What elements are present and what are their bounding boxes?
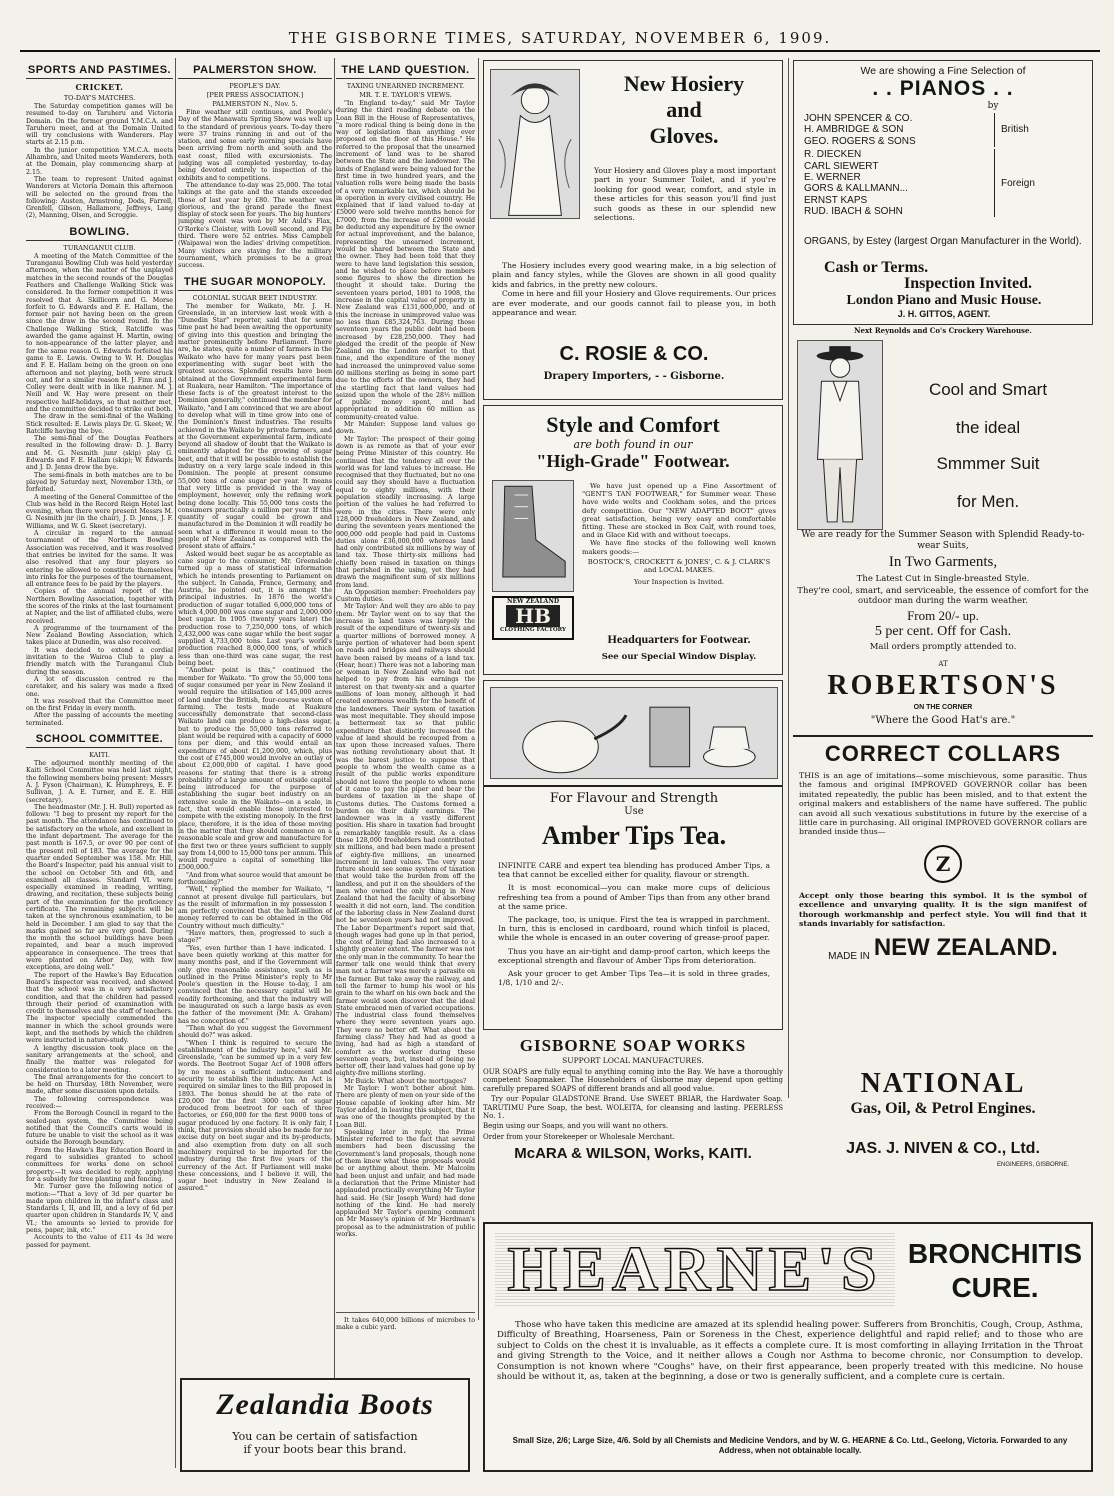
section-title-land: THE LAND QUESTION. [336, 62, 475, 79]
paragraph: A meeting of the Match Committee of the Turanganui Bowling Club was held yesterday afternoon, when the matter of the unplayed matches in the second rounds of the Douglas Feathers and Challenge Walking Stick was considered. In the former competition it was resolved that A. Skillicorn and G. Morse forfeit to G. Edwards and F. E. Hallam, the former pair not having been on the green since the draw in the second round. In the Challenge Walking Stick, Ratcliffe was awarded the game against H. Martin, owing to non-appearance of the latter player, and for the same reason G. Edwards forfeited his game to E. Lewis. Owing to W. H. Douglas and F. E. Hallam being on the green on one afternoon and not playing, both were struck out, and for a similar reason H. J. Finn and J. Colley were dealt with in like manner. M. J. Neill and W. Hay were present on their respective half-holidays, so that neither met, and the committee decided to strike out both. [26, 252, 173, 413]
collars-paragraph: Accept only those bearing this symbol. It is the symbol of excellence and unvarying quality. It is the sign manifest of thorough workmanship and perfect style. You will find that it stands invariably for satisfaction. [799, 890, 1087, 929]
footwear-sub: are both found in our [573, 438, 693, 451]
national-firm: JAS. J. NIVEN & CO., Ltd. [846, 1140, 1040, 1157]
section-title-sugar: THE SUGAR MONOPOLY. [178, 274, 332, 291]
collars-nz: NEW ZEALAND. [873, 934, 1058, 962]
teaware-illustration [490, 687, 778, 779]
pianos-title: . . PIANOS . . [872, 77, 1014, 100]
subhead-sugar-beet: COLONIAL SUGAR BEET INDUSTRY. [192, 293, 318, 302]
hearnes-word: BRONCHITIS [907, 1238, 1083, 1269]
ad-summer-suit [793, 340, 1093, 640]
brand-item: RUD. IBACH & SOHN [804, 206, 903, 218]
robertsons-hats: "Where the Good Hat's are." [870, 715, 1016, 726]
hearnes-word: CURE. [951, 1272, 1039, 1303]
paragraph: "And from what source would that amount be forthcoming?" [178, 871, 332, 886]
pianos-by: by [987, 101, 999, 111]
paragraph: A circular in regard to the annual tournament of the Northern Bowling Association was received, and it was resolved that entries be invited for the same. It was also resolved that any four players so entering be allowed to constitute themselves into rinks for the purposes of the tournament, all entrance fees to be paid by the players. [26, 530, 173, 589]
summer-at: AT [938, 660, 948, 668]
hosiery-firm-sub: Drapery Importers, - - Gisborne. [543, 371, 725, 382]
collars-badge: Z [924, 845, 962, 883]
zealandia-line: if your boots bear this brand. [243, 1443, 407, 1456]
paragraph: Mr Taylor: The prospect of their going down is as remote as that of your ever being Prime Minister of this country. He continued that the tendency all over the world was for land values to increase. He recognised that they fluctuated, but no one could say they should have a fluctuation equal to eighty millions, with their population steadily increasing. A large portion of the values he had referred to were in the cities. There were only 128,000 freeholders in New Zealand, and during the seventeen years mentioned the 900,000 odd people had paid in Customs duties alone £36,000,000 whereas land had only contributed six millions by way of land tax. Those thirty-six millions had chiefly been raised in taxation on things that perished in the using, yet they had drawn the magnificent sum of six millions from land. [336, 435, 475, 589]
paragraph: "When I think is required to secure the establishment of the industry here," said Mr. Greenslade, "can be summed up in a very few words. The Beetroot Sugar Act of 1908 offers by no means a sufficient inducement and security to establish the industry. An Act is required on similar lines to the Bill proposed in 1893. The bonus should be at the rate of £20,000 for the first 3000 ton of sugar produced from beetroot for each of three factories, or £60,000 for the first 9000 tons of sugar produced by one factory. It is only fair, I think, that provision should also be made for no excise duty on beet sugar and its by-products, and also exemption from duty on all such machinery required to be imported for the industry during the first five years of the currency of the Act. If Parliament will make these concessions, and I believe it will, the sugar beet industry in New Zealand is assured." [178, 1039, 332, 1193]
column-rule [175, 58, 176, 1468]
lady-illustration [490, 69, 580, 219]
paragraph: Mr Mander: Suppose land values go down. [336, 421, 475, 436]
paragraph: The team to represent United against Wanderers at Victoria Domain this afternoon will be selected on the ground from the following: Austen, Armstrong, Dods, Farrell, Grenfell, Gibson, Hallamore, Jeffreys, Lang (2), Manning, Olsen, and Scroggie. [26, 175, 173, 220]
paragraph: The adjourned monthly meeting of the Kaiti School Committee was held last night, the following members being present: Messrs A. J. Fyson (Chairman), K. Humphreys, E. F. Sullivan, J. A. E. Turner, and E. E. Hill (secretary). [26, 760, 173, 804]
hb-logo-top: NEW ZEALAND [506, 598, 560, 605]
subhead-kaiti: KAITI. [89, 751, 110, 760]
paragraph: It takes 640,000 billions of microbes to make a cubic yard. [336, 1317, 475, 1332]
hb-logo-mid: HB [506, 605, 560, 627]
column-palmerston-sugar [178, 58, 332, 1458]
summer-line: for Men. [956, 492, 1020, 511]
summer-line: the ideal [955, 418, 1021, 437]
pianos-intro: We are showing a Fine Selection of [860, 65, 1026, 77]
subhead-todays-matches: TO-DAY'S MATCHES. [63, 94, 136, 102]
amber-paragraph: It is most economical—you can make more cups of delicious refreshing tea from a pound of Amber Tips than from any other brand at the same price. [498, 883, 770, 911]
paragraph: A programme of the tournament of the New Zealand Bowling Association, which takes place at Dunedin, was also received. [26, 624, 173, 647]
soap-sub: SUPPORT LOCAL MANUFACTURES. [562, 1056, 704, 1065]
hearnes-name: HEARNE'S [495, 1232, 895, 1306]
masthead: THE GISBORNE TIMES, SATURDAY, NOVEMBER 6, 1909. [20, 26, 1100, 52]
summer-cash: 5 per cent. Off for Cash. [874, 624, 1012, 639]
robertsons-corner: ON THE CORNER [913, 704, 973, 711]
dateline: PALMERSTON N., Nov. 5. [212, 100, 298, 108]
footwear-window: See our Special Window Display. [601, 652, 757, 662]
robertsons-firm: ROBERTSON'S [827, 670, 1059, 701]
section-title-bowling: BOWLING. [26, 224, 173, 241]
paragraph: Speaking later in reply, the Prime Minister referred to the fact that several members had been discussing the Government's land proposals, though none of them knew what those proposals would be or anything about them. Mr Malcolm had been unjust and unfair, and had made a declaration that the Prime Minister had applauded practically everything Mr Taylor had said. He (Sir Joseph Ward) had done nothing of the kind. He had merely applauded Mr Taylor's opening comment on Mr Massey's opinion of Mr Herdman's proposal as to the administration of public works. [336, 1128, 475, 1239]
paragraph: It was resolved that the Committee meet on the first Friday in every month. [26, 697, 173, 713]
boot-illustration [492, 480, 574, 592]
soap-firm: McARA & WILSON, Works, KAITI. [514, 1145, 752, 1163]
paragraph: The Saturday competition games will be resumed to-day on Taruheru and Victoria Domain. On the former ground Y.M.C.A. and Taruheru meet, and at the Domain United will try conclusions with Wanderers. Play starts at 2.15 p.m. [26, 103, 173, 147]
summer-paragraph: We are ready for the Summer Season with Splendid Ready-to-wear Suits, [801, 530, 1085, 551]
paragraph: "Another point is this," continued the member for Waikato. "To grow the 55,000 tons of sugar consumed per year in New Zealand it would require the utilisation of 145,000 acres of land under the British, four-course system of farming. The tests made at Ruakura successfully demonstrate that second-class Waikato land can produce a high-class sugar, but to produce the 55,000 tons referred to plant would be required with a capacity of 6000 tons per diem, and this would entail an expenditure of about £1,200,000, which, plus the cost of £745,000 would involve an outlay of about £2,000,000 of capital. I have good reasons for stating that there is a strong probability of a large amount of outside capital being introduced for the purpose of establishing the sugar beet industry on an extensive scale in the Waikato—on a scale, in fact, that would enable those interested to compete with the existing monopoly. In the first place, therefore, it is the idea of those moving in the matter that they should commence on a reasonable scale and grow and manufacture for the first two or three years sufficient to supply say from 14,000 to 15,000 tons per annum. This would require a capital of something like £500,000." [178, 667, 332, 872]
subhead-turanganui-club: TURANGANUI CLUB. [63, 243, 136, 252]
british-label: British [994, 113, 1029, 147]
amber-paragraph: The package, too, is unique. First the tea is wrapped in parchment. In turn, this is enclosed in cardboard, round which tinfoil is placed, while the whole is encased in an outer covering of grease-proof paper. [498, 915, 770, 943]
subhead-taylor: MR. T. E. TAYLOR'S VIEWS. [359, 91, 452, 99]
hosiery-paragraph: The Hosiery includes every good wearing make, in a big selection of plain and fancy styles, while the Gloves are shown in all good quality kids and fabrics, in the pretty new colours. [492, 261, 776, 289]
brand-item: GEO. ROGERS & SONS [804, 135, 916, 147]
ad-gisborne-soap-works [483, 1036, 783, 1216]
paragraph: From the Borough Council in regard to the sealed-pan system, the Committee being notified that the Council's carts would in future be unable to visit the school as it was outside the Borough boundary. [26, 1110, 173, 1147]
paragraph: The draw in the semi-final of the Walking Stick resulted: E. Lewis plays Dr. G. Skeet; W. Ratcliffe having the bye. [26, 413, 173, 435]
pianos-next: Next Reynolds and Co's Crockery Warehouse. [854, 326, 1032, 335]
collars-title: CORRECT COLLARS [824, 741, 1062, 766]
press-association-line: [PER PRESS ASSOCIATION.] [206, 91, 304, 99]
filler-microbes [336, 1312, 475, 1352]
amber-paragraph: Thus you have an air-tight and damp-proof carton, which keeps the exceptional strength and flavour of Amber Tips from deterioration. [498, 946, 770, 965]
summer-paragraph: They're cool, smart, and serviceable, the essence of comfort for the outdoor man during the warm weather. [797, 586, 1089, 606]
pianos-organs: ORGANS, by Estey (largest Organ Manufacturer in the World). [804, 236, 1082, 247]
column-land-question [336, 58, 475, 1308]
paragraph: The semi-final of the Douglas Feathers resulted in the following draw: D. J. Barry and M. G. Nesmith junr (skip) play G. Edwards and F. E. Hallam (skip); W. Edwards and J. D. Jenns drew the bye. [26, 435, 173, 472]
national-eng: ENGINEERS, GISBORNE. [996, 1162, 1069, 1168]
paragraph: The attendance to-day was 25,000. The total takings at the gate and the stands exceeded those of last year by £80. The weather was glorious, and the grand parade the finest display of stock seen for years. The big hunters' jumping event was won by Mr Auld's Flax, O'Rorke's Cloister, with Lovell second, and Fiji third. There were 52 entries. Miss Campbell (Waipawa) won the ladies' driving competition. Many visitors are staying for the military tournament, which promises to be a great success. [178, 181, 332, 270]
hosiery-firm: C. ROSIE & CO. [559, 343, 709, 365]
paragraph: After the passing of accounts the meeting terminated. [26, 712, 173, 727]
soap-title: GISBORNE SOAP WORKS [519, 1036, 747, 1055]
footwear-hq: Headquarters for Footwear. [607, 632, 751, 646]
paragraph: Mr Taylor: And well they are able to pay them. Mr Taylor went on to say that the increase in land taxes was largely the result of the expenditure of twenty-six and a quarter millions of borrowed money. A large portion of whatever had been spent on roads and bridges and railways should have been raised by means of a land tax. (Hear, hear.) There was not a laboring man or woman in New Zealand who had not helped to pay from his earnings the interest on that twenty-six and a quarter millions of loan money, although it had created enormous wealth for the benefit of the landowners. Their system of taxation was most inequitable. They should impose a betterment tax so that public expenditure that distinctly increased the value of land should be recouped from a tax upon those increased values. There was nothing revolutionary about that. It was the barest justice to suppose that people to whom the wealth came as a result of the public works expenditure should not leave the people to whom none of it came to pay the piper and bear the burdens of taxation in the shape of Customs duties. The Customs formed a burden on their daily earnings. The landowner was in a vastly different position. His share in taxation had brought a remarkably tangible result. As a class those 128,000 freeholders had contributed six millions, and had been made a present of eighty-five millions, an unearned increment in land values. The very near future should see some system of taxation that would take the burden from off the landless, and put it on the shoulders of the men who owned the only thing in New Zealand that had the faculty of absorbing wealth it did not earn, land. The condition of the laboring class in New Zealand durst not be seventeen years had not improved. The Labor Department's report said that, though wages had gone up in that period, the cost of living had also increased to a slightly greater extent. The farmer was not the only man in the community. To hear the farmer talk one would think that every man not a farmer was merely a parasite on the farmer. But take away the railway, and tell the farmer to hump his wool or his grain to the wharf on his own back and the farmer would soon discover that the ideal State embraced men of varied occupations. The industrial class found themselves where they were seventeen years ago. They were no better off. What about the farming class? They had had as good a living, had had as high a standard of comfort as the worker during these seventeen years, but, instead of being no better off, their land values had gone up by eighty-five millions sterling. [336, 603, 475, 1078]
soap-paragraph: Order from your Storekeeper or Wholesale Merchant. [483, 1132, 675, 1141]
pianos-agent: J. H. GITTOS, AGENT. [897, 309, 991, 319]
summer-two-garments: In Two Garments, [888, 554, 998, 570]
paragraph: A lot of discussion centred re the caretaker, and his salary was made a fixed one. [26, 675, 173, 698]
amber-use: Use [624, 806, 644, 817]
paragraph: A meeting of the General Committee of the Club was held in the Record Reign Hotel last evening, when there were present Messrs M. G. Nesmith jnr (in the chair), J. D. Jenns, J. F. Williams, and W. G. Skeet (secretary). [26, 493, 173, 530]
paragraph: "Have matters, then, progressed to such a stage?" [178, 930, 332, 945]
paragraph: The following correspondence was received:— [26, 1095, 173, 1110]
amber-paragraph: Ask your grocer to get Amber Tips Tea—it is sold in three grades, 1/8, 1/10 and 2/-. [498, 969, 770, 988]
footwear-makers: BOSTOCK'S, CROCKETT & JONES', C. & J. CLARK'S and LOCAL MAKES. [587, 557, 771, 575]
ad-correct-collars [793, 735, 1093, 1010]
subhead-unearned-increment: TAXING UNEARNED INCREMENT. [346, 82, 465, 90]
amber-title: Amber Tips Tea. [541, 821, 727, 850]
collars-made: MADE IN [828, 951, 870, 963]
paragraph: Accounts to the value of £11 4s 3d were passed for payment. [26, 1234, 173, 1249]
section-title-sports: SPORTS AND PASTIMES. [26, 62, 173, 79]
hosiery-title: and [666, 97, 702, 122]
amber-top: For Flavour and Strength [484, 785, 783, 806]
paragraph: A lengthy discussion took place on the sanitary arrangements at the school, and finally the matter was relegated for consideration to a later meeting. [26, 1044, 173, 1074]
ad-national-engines [793, 1040, 1093, 1190]
paragraph: Mr Taylor: I won't bother about him. There are plenty of men on your side of the House capable of looking after him. Mr Taylor added, in leaving this subject, that it was one of the thoughts prompted by the Loan Bill. [336, 1085, 475, 1129]
pianos-house: London Piano and Music House. [846, 293, 1042, 308]
soap-paragraph: OUR SOAPS are fully equal to anything coming into the Bay. We have a thoroughly competent Soapmaker. The Householders of Gisborne may depend upon getting carefully prepared SOAPS of different brands and all good value. [483, 1068, 783, 1093]
soap-paragraph: Try our Popular GLADSTONE Brand. Use SWEET BRIAR, the Hardwater Soap. TARUTIMU Pure Soap, the best. WOLEITA, for cleansing and lasting. PEERLESS No. 1. [483, 1095, 783, 1121]
paragraph: Asked would beet sugar be as acceptable as cane sugar to the consumer, Mr. Greenslade turned up a mass of statistical information which he intends presenting to Parliament on the subject. In Canada, France, Germany, and Austria, he pointed out, it is amongst the principal industries. In 1876 the world's production of sugar totalled 6,000,000 tons of which 4,000,000 was cane sugar and 2,000,000 beet sugar. In 1905 (twenty years later) the production rose to 7,250,000 tons, of which 2,432,000 was cane sugar while the beet sugar supplied 4,733,000 tons. Last year's world's production reached 8,000,000 tons, of which less than one-third was cane sugar, the rest being beet. [178, 550, 332, 668]
column-rule [788, 58, 789, 1098]
paragraph: It was decided to extend a cordial invitation to the Wairoa Club to play a friendly match with the Turanganui Club during the season. [26, 646, 173, 676]
ad-hosiery-gloves [483, 60, 783, 400]
zealandia-title: Zealandia Boots [216, 1388, 434, 1421]
foreign-label: Foreign [994, 149, 1035, 217]
paragraph: The report of the Hawke's Bay Education Board's inspector was received, and showed that the school was in a very satisfactory condition, and that the children had passed through their period of examination with credit to themselves and the staff of teachers. The inspector specially commended the manner in which the school grounds were kept, and the methods by which the children were instructed in nature-study. [26, 971, 173, 1045]
national-sub: Gas, Oil, & Petrol Engines. [850, 1100, 1036, 1117]
column-rule [334, 58, 335, 1468]
paragraph: "Then what do you suggest the Government should do?" was asked. [178, 1024, 332, 1040]
paragraph: Mr Buick: What about the mortgages? [344, 1077, 467, 1085]
paragraph: From the Hawke's Bay Education Board in regard to subsidies granted to school committees for works done on school property.—It was decided to reply, applying for a subsidy for tree planting and fencing. [26, 1146, 173, 1183]
section-title-school: SCHOOL COMMITTEE. [26, 731, 173, 748]
pianos-cash: Cash or Terms. [824, 259, 929, 276]
hosiery-paragraph: Come in here and fill your Hosiery and Glove requirements. Our prices are ever moderate, and our goods cannot fail to please you, in both appearance and wear. [492, 289, 776, 318]
footwear-paragraph: We have fine stocks of the following well known makers goods:— [582, 539, 776, 556]
column-rule [478, 58, 479, 1320]
brand-item: JOHN SPENCER & CO. [804, 113, 913, 124]
column-sports [26, 58, 173, 1468]
footwear-title2: "High-Grade" Footwear. [536, 451, 730, 471]
brand-item: R. DIECKEN [804, 149, 862, 161]
paragraph: The member for Waikato, Mr. J. H. Greenslade, in an interview last week with a "Dunedin Star" reporter, said that for some time past he had been awaiting the opportunity of giving into this question and bringing the matter prominently before Parliament. There are, he states, quite a number of farmers in the Waikato who have for many years past been experimenting with sugar beet with the greatest success. Splendid results have been obtained at the Government experimental farm at Ruakura, near Hamilton. "The importance of these facts is of the greatest interest to the Dominion generally," continued the member for Waikato, "and I am convinced that we are about to develop what will in time grow into one of the Dominion's finest industries. The results achieved in the Waikato by private farmers, and at the Government experimental farm, indicate beyond all shadow of doubt that the Waikato is eminently adapted for the growing of sugar beet, and that it will be possible to establish the industry on a very large scale indeed in this Dominion. The people at present consume 55,000 tons of cane sugar per year. It means that very little is provided in the way of employment, however, only the refining work being done locally. This 55,000 tons costs the consumers practically a million per year. If this quantity of sugar could be grown and manufactured in the Dominion it will readily be seen what a difference it would mean to the people of New Zealand as compared with the present state of affairs." [178, 302, 332, 551]
ad-pianos [793, 60, 1093, 325]
footwear-title: Style and Comfort [546, 412, 720, 437]
paragraph: In the junior competition Y.M.C.A. meets Alhambra, and United meets Wanderers, both at the Domain, play commencing sharp at 2.15. [26, 146, 173, 176]
hb-logo [492, 596, 574, 640]
paragraph: "Well," replied the member for Waikato, "I cannot at present divulge full particulars, but as the result of information in my possession I am perfectly convinced that the half-million of money referred to can be obtained in the Old Country without much difficulty." [178, 886, 332, 930]
summer-line: Smmmer Suit [936, 454, 1040, 473]
ad-hearnes-bronchitis-cure [483, 1222, 1093, 1472]
paragraph: Copies of the annual report of the Northern Bowling Association, together with the scores of the rinks at the last tournament at Napier, and the list of affiliated clubs, were received. [26, 588, 173, 625]
soap-paragraph: Begin using our Soaps, and you will want no others. [483, 1122, 669, 1131]
footwear-paragraph: We have just opened up a Fine Assortment of "GENT'S TAN FOOTWEAR," for Summer wear. These have wide welts and Cookham soles, and the prices defy competition. Our "NEW ADAPTED BOOT" gives great satisfaction, being very easy and comfortable fitting. These are stocked in Box Calf, with round toes, and in Glace Kid with and without toecaps. [582, 482, 776, 540]
collars-paragraph: THIS is an age of imitations—some mischievous, some parasitic. Thus the famous and original IMPROVED GOVERNOR collar has been imitated repeatedly, the public has been misled, and to that extent the original makers and establishers of the name have suffered. The public can avoid all such vexatious substitutions in future by the exercise of a little care in purchasing. All original IMPROVED GOVERNOR collars are branded inside thus— [799, 771, 1087, 837]
hosiery-title: Gloves. [649, 123, 719, 148]
paragraph: Fine weather still continues, and People's Day of the Manawatu Spring Show was well up to the standard of previous years. To-day there were 37 trains running in and out of the station, and some early morning specials have been arriving from north and south and the east coast, filled with excursionists. The judging was all completed yesterday, to-day being devoted entirely to inspection of the exhibits and to competitions. [178, 109, 332, 182]
hosiery-title: New Hosiery [623, 71, 745, 96]
paragraph: The final arrangements for the concert to be held on Thursday, 18th November, were made, after some discussion upon details. [26, 1073, 173, 1096]
brand-item: ERNST KAPS [804, 194, 868, 206]
subhead-peoples-day: PEOPLE'S DAY. [229, 82, 281, 90]
hearnes-prices: Small Size, 2/6; Large Size, 4/6. Sold by all Chemists and Medicine Vendors, and by W. G. HEARNE & Co. Ltd., Geelong, Victoria. Forwarded to any Address, when not obtainable locally. [512, 1436, 1068, 1455]
section-title-palmerston: PALMERSTON SHOW. [178, 62, 332, 79]
man-in-suit-illustration [797, 340, 883, 530]
ad-amber-tips-tea [483, 680, 783, 1030]
paragraph: "Yes, even further than I have indicated. I have been quietly working at this matter for many months past, and if the Government will only give reasonable assistance, such as is outlined in the Prime Minister's reply to Mr Poole's question in the House to-day, I am convinced that the necessary capital will be readily forthcoming, and that the industry will be inaugurated on such a large basis as even the father of the movement (Mr. A. Graham) has no conception of." [178, 944, 332, 1025]
summer-paragraph: The Latest Cut in Single-breasted Style. [856, 574, 1030, 584]
ad-footwear [483, 405, 783, 675]
subhead-cricket: CRICKET. [75, 82, 124, 92]
brand-item: H. AMBRIDGE & SON [804, 124, 904, 136]
paragraph: Mr. Turner gave the following notice of motion:—"That a levy of 3d per quarter be made upon children in the infant's class and Standards I, II, and III, and a levy of 6d per quarter upon children in Standards IV, V, and VI.; the amounts so levied to provide for pens, paper, ink, etc." [26, 1183, 173, 1235]
summer-line: Cool and Smart [928, 380, 1048, 399]
brand-item: CARL SIEWERT [804, 160, 879, 172]
hosiery-paragraph: Your Hosiery and Gloves play a most important part in your Summer Toilet, and if you're looking for good wear, comfort, and style in these articles for this season you'll find just such goods as these in our splendid new selections. [594, 166, 776, 223]
paragraph: The semi-finals in both matches are to be played by Saturday next, November 13th, or forfeited. [26, 471, 173, 494]
paragraph: "In England to-day," said Mr Taylor during the third reading debate on the Loan Bill in the House of Representatives, "a more radical thing is being done in the way of legislation than anything ever proposed on the floor of this House." He referred to the proposal that the unearned increment of land was to be shared between the State and the landowner. The lands of England were being valued for the first time in two hundred years, and the valuation rolls were being made the basis of a very remarkable tax, which should be in operation in every civilised country. He explained that if land valued to-day at £5000 were sold twelve months hence for £7000, from the increase of £2000 would be deducted any expenditure by the owner for actual improvement, and the balance, representing the unearned increment, would be shared between the State and the owner. They had been told that they were to have land legislation this session, and he wished to place before members some figures to show the direction he thought it should take. During the seventeen years period, 1891 to 1908, the increase in the capital value of property in New Zealand was £131,600,000, and of this the increase in unimproved value was no less than £85,324,763. During those seventeen years the public debt had been increased by £28,250,000. They had pledged the credit of the people of New Zealand on the London market to that tune, and the expenditure of the money had increased the unimproved value some 60 millions sterling as being in some part due to the efforts of the owners, they had the startling fact that land values had seized upon the whole of the 28½ million of public money spent, and had appropriated in addition 60 million as community-created value. [336, 100, 475, 421]
national-title: NATIONAL [860, 1068, 1026, 1099]
amber-paragraph: INFINITE CARE and expert tea blending has produced Amber Tips, a tea that cannot be excelled either for quality, flavour or strength. [498, 861, 770, 880]
ad-zealandia-boots [180, 1378, 470, 1472]
brand-item: E. WERNER [804, 172, 861, 184]
pianos-inspect: Inspection Invited. [904, 275, 1033, 292]
summer-mail: Mail orders promptly attended to. [869, 642, 1017, 652]
paragraph: The headmaster (Mr. J. H. Bull) reported as follows: "I beg to present my report for the past month. The attendance has continued to be satisfactory on the whole, and excellent in the infant department. The average for the past month is 167.5, or over 90 per cent of the present roll of 183. The average for the quarter ended September was 158. Mr. Hill, the Board's Inspector, paid his annual visit to the school on October 5th and 6th, and examined all classes. Standard VI. were especially examined in reading, writing, drawing, and recitation, these subjects being part of the examination for the proficiency certificate. The remaining subjects will be taken at the synchronous examination, to be held in December. I am glad to say that the marks gained so far are very good. During the month the school buildings have been repainted, and bear a much improved appearance in consequence. The trees that were planted on Arbor Day, with few exceptions, are doing well." [26, 803, 173, 972]
brand-item: GORS & KALLMANN... [804, 183, 908, 195]
footwear-invite: Your Inspection is Invited. [633, 578, 725, 587]
hb-logo-bot: CLOTHING FACTORY [500, 627, 566, 633]
paragraph: An Opposition member: Freeholders pay Custom duties. [336, 588, 475, 604]
hearnes-paragraph: Those who have taken this medicine are amazed at its splendid healing power. Sufferers from Bronchitis, Cough, Croup, Asthma, Difficulty of Breathing, Hoarseness, Pain or Soreness in the Chest, experience delightful and rapid relief; and to those who are subject to Colds on the chest it is invaluable, as it effects a complete cure. It is most comforting in allaying Irritation in the Throat and giving Strength to the Voice, and it neither allows a Cough nor Asthma to become chronic, nor Consumption to develop. Consumption is not known where "Coughs" have, on their first appearance, been properly treated with this medicine. No house should be without it, as, taken at the beginning, a dose or two is generally sufficient, and a complete cure is certain. [497, 1320, 1083, 1383]
zealandia-line: You can be certain of satisfaction [232, 1430, 418, 1443]
summer-from: From 20/- up. [907, 608, 979, 623]
